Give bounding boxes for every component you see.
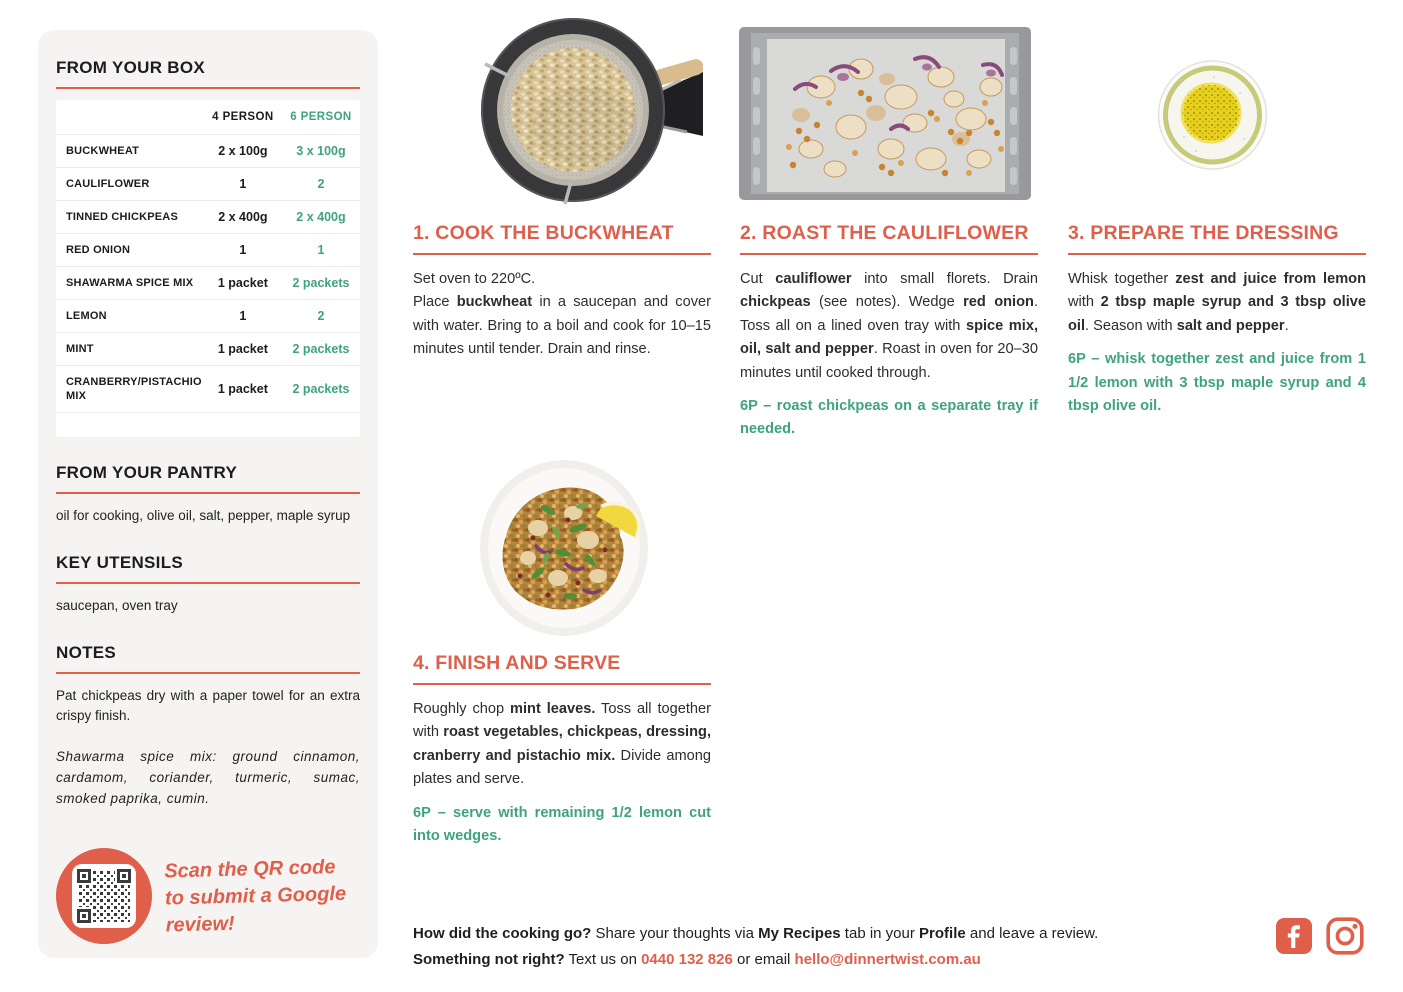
table-row bbox=[56, 267, 360, 300]
email-link[interactable]: hello@dinnertwist.com.au bbox=[794, 951, 981, 968]
step-3-title: 3. PREPARE THE DRESSING bbox=[1068, 222, 1366, 255]
ingredient-name: CAULIFLOWER bbox=[66, 178, 150, 190]
notes-spice-mix-text: Shawarma spice mix: ground cinnamon, cardamom, coriander, turmeric, sumac, smoked paprika, cumin. bbox=[56, 748, 360, 806]
social-links bbox=[1275, 917, 1364, 955]
text-segment: and leave a review. bbox=[965, 925, 1099, 942]
text-segment: Something not right? bbox=[413, 951, 565, 968]
table-row bbox=[56, 201, 360, 234]
notes-title: NOTES bbox=[56, 643, 360, 674]
text-segment: zest and juice from lemon bbox=[1175, 271, 1366, 287]
step-1-body bbox=[413, 268, 711, 362]
qty-4-person: 1 bbox=[239, 309, 247, 323]
table-spacer-row bbox=[56, 413, 360, 437]
key-utensils-title: KEY UTENSILS bbox=[56, 553, 360, 584]
step-4 bbox=[413, 652, 711, 848]
text-segment: (see notes). Wedge bbox=[810, 294, 964, 311]
notes-text: Pat chickpeas dry with a paper towel for an extra crispy finish. bbox=[56, 687, 360, 723]
table-row bbox=[56, 135, 360, 168]
qty-4-person: 1 packet bbox=[217, 276, 268, 290]
text-segment: 6P – roast chickpeas on a separate tray if needed. bbox=[740, 398, 1038, 438]
qty-6-person: 3 x 100g bbox=[296, 144, 346, 158]
step-3-note bbox=[1068, 348, 1366, 418]
qr-caption: Scan the QR code to submit a Google review! bbox=[164, 855, 347, 937]
step-2-note bbox=[740, 395, 1038, 442]
ingredient-name: MINT bbox=[66, 343, 94, 355]
text-segment: Toss all together with bbox=[413, 701, 711, 741]
step2-photo-roast-tray bbox=[739, 27, 1031, 200]
qty-6-person: 2 x 400g bbox=[296, 210, 346, 224]
qty-6-person: 2 bbox=[317, 309, 325, 323]
text-segment: 6P – whisk together zest and juice from 1 1/2 lemon with 3 tbsp maple syrup and 4 tbsp olive oil. bbox=[1068, 351, 1366, 415]
pantry-items-text: oil for cooking, olive oil, salt, pepper, maple syrup bbox=[56, 507, 351, 523]
phone-link[interactable]: 0440 132 826 bbox=[641, 951, 733, 968]
table-header-row bbox=[56, 100, 360, 135]
step-3-body bbox=[1068, 268, 1366, 338]
step-2 bbox=[740, 222, 1038, 442]
utensils-text: saucepan, oven tray bbox=[56, 597, 178, 613]
instagram-icon[interactable] bbox=[1326, 917, 1364, 955]
text-segment: 6P – serve with remaining 1/2 lemon cut into wedges. bbox=[413, 804, 711, 845]
text-segment: Cut bbox=[740, 271, 776, 287]
text-segment: in a saucepan and cover with water. Bring to a boil and cook for 10–15 minutes until tender. Drain and rinse. bbox=[413, 294, 711, 358]
text-segment: . Roast in oven for 20–30 minutes until cooked through. bbox=[740, 341, 1038, 381]
6-person-col-header: 6 PERSON bbox=[290, 111, 352, 123]
qty-4-person: 1 packet bbox=[217, 342, 268, 356]
table-row bbox=[56, 168, 360, 201]
step3-photo-dressing-bowl bbox=[1156, 57, 1269, 173]
table-row bbox=[56, 300, 360, 333]
text-segment: 2 tbsp maple syrup and 3 tbsp olive oil bbox=[1068, 294, 1366, 334]
text-segment: Text us on bbox=[564, 951, 642, 968]
text-segment: red onion bbox=[963, 294, 1034, 311]
text-segment: with bbox=[1068, 294, 1101, 311]
step-3 bbox=[1068, 222, 1366, 418]
ingredient-col-header bbox=[56, 100, 204, 135]
from-your-box-title: FROM YOUR BOX bbox=[56, 58, 360, 89]
step-2-body bbox=[740, 268, 1038, 385]
ingredient-name: TINNED CHICKPEAS bbox=[66, 211, 178, 223]
facebook-icon[interactable] bbox=[1275, 917, 1313, 955]
qty-4-person: 1 bbox=[239, 243, 247, 257]
table-row bbox=[56, 366, 360, 413]
text-segment: salt and pepper bbox=[1176, 317, 1285, 334]
table-row bbox=[56, 234, 360, 267]
qty-6-person: 2 packets bbox=[292, 382, 350, 396]
box-table-body bbox=[56, 135, 360, 413]
ingredient-name: CRANBERRY/PISTACHIO MIX bbox=[66, 376, 202, 402]
qty-6-person: 2 packets bbox=[292, 342, 350, 356]
qr-code-badge bbox=[56, 848, 152, 944]
step-1-title: 1. COOK THE BUCKWHEAT bbox=[413, 222, 711, 255]
step-4-note bbox=[413, 802, 711, 849]
ingredient-name: SHAWARMA SPICE MIX bbox=[66, 277, 194, 289]
text-segment: roast vegetables, chickpeas, dressing, cranberry and pistachio mix. bbox=[413, 724, 711, 764]
text-segment: Roughly chop bbox=[413, 701, 510, 717]
qty-4-person: 1 packet bbox=[217, 382, 268, 396]
step-4-body bbox=[413, 698, 711, 792]
ingredients-table bbox=[56, 100, 360, 437]
text-segment: chickpeas bbox=[740, 294, 811, 311]
step-2-title: 2. ROAST THE CAULIFLOWER bbox=[740, 222, 1038, 255]
text-segment: spice mix, oil, salt and pepper bbox=[740, 317, 1039, 358]
text-segment: tab in your bbox=[840, 925, 920, 942]
text-segment: . Season with bbox=[1085, 317, 1177, 334]
text-segment: buckwheat bbox=[456, 294, 533, 311]
google-review-block bbox=[56, 848, 360, 944]
qty-4-person: 1 bbox=[239, 177, 247, 191]
table-spacer bbox=[56, 413, 360, 437]
text-segment: How did the cooking go? bbox=[413, 925, 592, 942]
step1-photo-buckwheat-sieve bbox=[455, 14, 703, 206]
text-segment: Set oven to 220ºC. bbox=[413, 271, 536, 287]
text-segment: Profile bbox=[919, 925, 966, 942]
qty-6-person: 1 bbox=[317, 243, 325, 257]
text-segment: . bbox=[1284, 317, 1289, 334]
text-segment: mint leaves. bbox=[510, 701, 596, 717]
text-segment: Whisk together bbox=[1068, 271, 1176, 287]
table-row bbox=[56, 333, 360, 366]
from-your-pantry-title: FROM YOUR PANTRY bbox=[56, 463, 360, 494]
recipe-sidebar bbox=[38, 30, 378, 958]
qty-6-person: 2 bbox=[317, 177, 325, 191]
ingredient-name: RED ONION bbox=[66, 244, 131, 256]
qty-4-person: 2 x 100g bbox=[218, 144, 268, 158]
ingredient-name: LEMON bbox=[66, 310, 107, 322]
step-4-title: 4. FINISH AND SERVE bbox=[413, 652, 711, 685]
text-segment: . Toss all on a lined oven tray with bbox=[740, 294, 1038, 334]
text-segment: My Recipes bbox=[758, 925, 841, 942]
step4-photo-finished-plate bbox=[478, 458, 650, 638]
4-person-col-header: 4 PERSON bbox=[212, 111, 274, 123]
footer-feedback bbox=[413, 921, 1203, 973]
text-segment: cauliflower bbox=[775, 271, 852, 287]
text-segment: Share your thoughts via bbox=[591, 925, 759, 942]
text-segment: Place bbox=[413, 294, 457, 311]
qr-code bbox=[72, 864, 136, 928]
qty-6-person: 2 packets bbox=[292, 276, 350, 290]
text-segment: or email bbox=[732, 951, 795, 968]
step-1 bbox=[413, 222, 711, 362]
ingredient-name: BUCKWHEAT bbox=[66, 145, 140, 157]
text-segment: Divide among plates and serve. bbox=[413, 747, 711, 788]
text-segment: into small florets. Drain bbox=[851, 271, 1039, 287]
qty-4-person: 2 x 400g bbox=[218, 210, 268, 224]
